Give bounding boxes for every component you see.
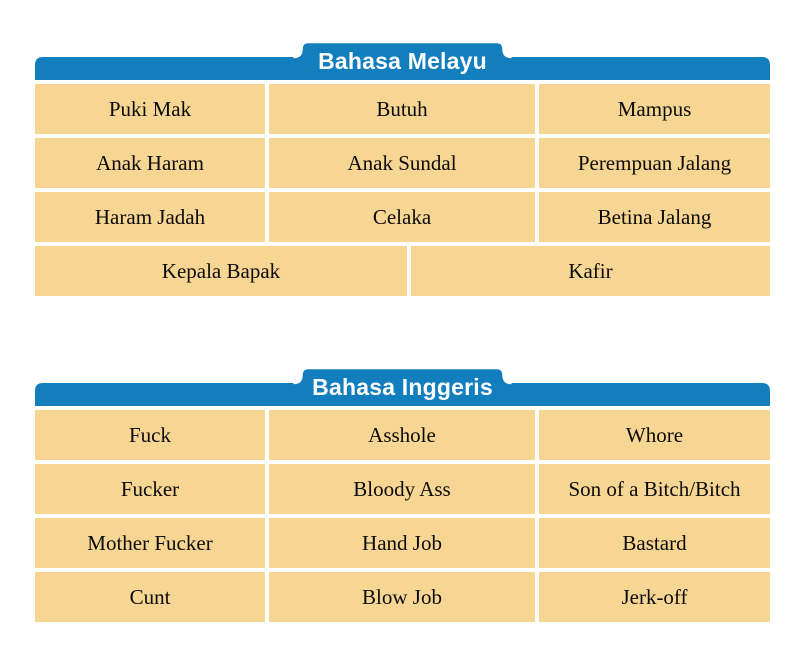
- melayu-table-header: [35, 40, 770, 80]
- table-cell: Kafir: [411, 246, 770, 296]
- table-cell: Mampus: [539, 84, 770, 134]
- table-cell: Anak Sundal: [269, 138, 535, 188]
- table-cell: Perempuan Jalang: [539, 138, 770, 188]
- table-title-melayu: Bahasa Melayu: [318, 47, 487, 74]
- table-cell: Blow Job: [269, 572, 535, 622]
- inggeris-table-panel: [35, 366, 770, 622]
- table-row: [35, 192, 770, 242]
- table-cell: Anak Haram: [35, 138, 265, 188]
- table-cell: Celaka: [269, 192, 535, 242]
- table-cell: Asshole: [269, 410, 535, 460]
- table-row: [35, 572, 770, 622]
- table-row: [35, 138, 770, 188]
- table-cell: Haram Jadah: [35, 192, 265, 242]
- table-cell: Hand Job: [269, 518, 535, 568]
- table-title-inggeris: Bahasa Inggeris: [312, 373, 493, 400]
- inggeris-table-header: [35, 366, 770, 406]
- table-row: [35, 410, 770, 460]
- table-row: [35, 84, 770, 134]
- table-row: [35, 464, 770, 514]
- table-cell: Bastard: [539, 518, 770, 568]
- table-cell: Cunt: [35, 572, 265, 622]
- table-cell: Son of a Bitch/Bitch: [539, 464, 770, 514]
- table-cell: Butuh: [269, 84, 535, 134]
- melayu-table-grid: [35, 84, 770, 296]
- table-row: [35, 518, 770, 568]
- table-cell: Kepala Bapak: [35, 246, 407, 296]
- table-cell: Jerk-off: [539, 572, 770, 622]
- table-cell: Betina Jalang: [539, 192, 770, 242]
- table-cell: Fuck: [35, 410, 265, 460]
- table-cell: Fucker: [35, 464, 265, 514]
- table-cell: Puki Mak: [35, 84, 265, 134]
- table-cell: Bloody Ass: [269, 464, 535, 514]
- table-row: [35, 246, 770, 296]
- melayu-table-panel: [35, 40, 770, 296]
- table-cell: Mother Fucker: [35, 518, 265, 568]
- table-cell: Whore: [539, 410, 770, 460]
- inggeris-table-grid: [35, 410, 770, 622]
